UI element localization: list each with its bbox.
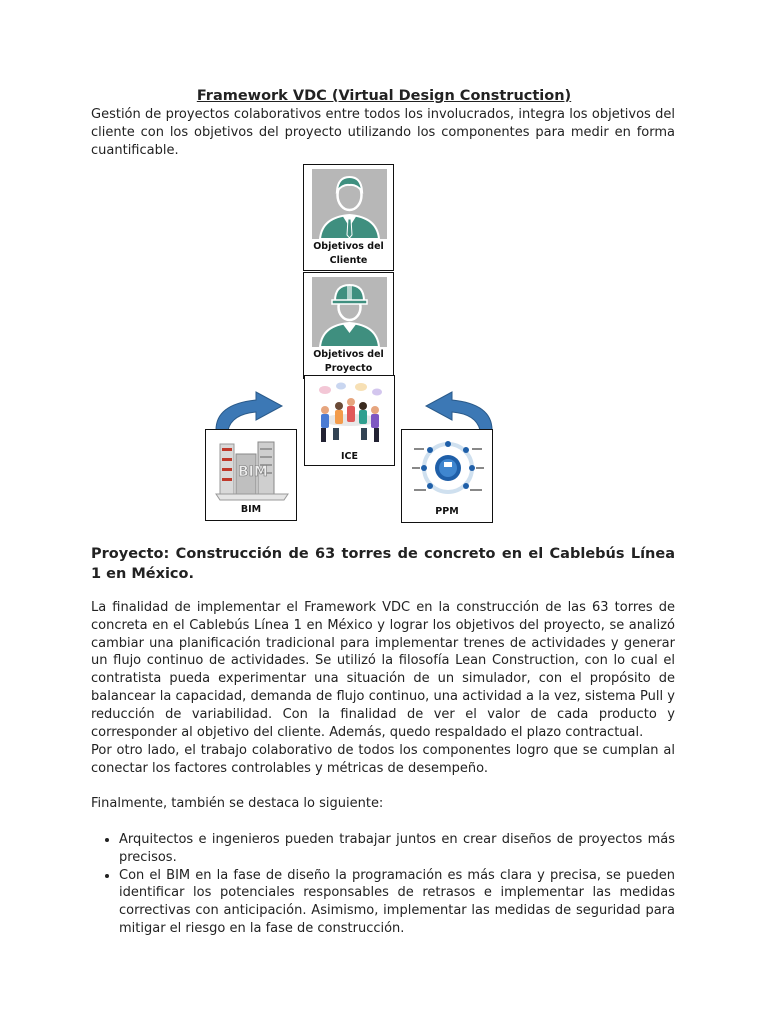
document-title: Framework VDC (Virtual Design Construction) [196,88,572,104]
project-label-line1: Objetivos del [313,349,384,360]
project-paragraph-3: Finalmente, también se destaca lo siguiente: [91,796,384,811]
list-item: • Arquitectos e ingenieros pueden trabajar juntos en crear diseños de proyectos más precisos. [119,831,675,867]
highlights-list [91,831,675,938]
project-paragraph-2: Por otro lado, el trabajo colaborativo de todos los componentes logro que se cumplan al conectar los factores controlables y métricas de desempeño. [91,743,675,776]
cycle-arrow-left-icon [212,384,284,432]
bim-label: BIM [240,504,262,515]
client-objectives-box [303,164,394,271]
list-item: • Con el BIM en la fase de diseño la programación es más clara y precisa, se pueden identificar los potenciales responsables de retrasos e implementar las medidas correctivas con anticipación. Asimismo, implementar las medidas de seguridad para mitigar el riesgo en la fase de construcción. [119,867,675,938]
bim-logo-text: BIM [238,464,268,480]
project-heading: Proyecto: Construcción de 63 torres de concreto en el Cablebús Línea 1 en México. [91,546,675,582]
cycle-arrow-right-icon [424,384,496,432]
ppm-box [401,429,493,523]
ppm-label: PPM [435,506,459,517]
ppm-cycle-illustration [410,434,486,504]
project-label-line2: Proyecto [324,363,373,374]
engineer-avatar-icon [312,277,387,347]
ice-box [304,375,395,466]
client-label-line2: Cliente [329,255,368,266]
bim-box [205,429,297,521]
bim-building-illustration [214,436,290,502]
project-paragraph-1: La finalidad de implementar el Framework VDC en la construcción de las 63 torres de concreta en el Cablebús Línea 1 en México y lograr los objetivos del proyecto, se analizó cambiar una planificación tradicional para implementar trenes de actividades y generar un flujo continuo de actividades. Se utilizó la filosofía Lean Construction, con lo cual el contratista pueda experimentar una situación de un simulador, con el propósito de balancear la capacidad, demanda de flujo continuo, una actividad a la vez, sistema Pull y reducción de variabilidad. Con la finalidad de ver el valor de cada producto y corresponder al objetivo del cliente. Además, quedo respaldado el plazo contractual. [91,600,675,740]
project-objectives-box [303,272,394,379]
client-label-line1: Objetivos del [313,241,384,252]
ice-label: ICE [341,451,358,462]
intro-paragraph: Gestión de proyectos colaborativos entre todos los involucrados, integra los objetivos del cliente con los objetivos del proyecto utilizando los componentes para medir en forma cuantificable. [91,107,675,158]
team-meeting-illustration [311,380,390,450]
client-avatar-icon [312,169,387,239]
